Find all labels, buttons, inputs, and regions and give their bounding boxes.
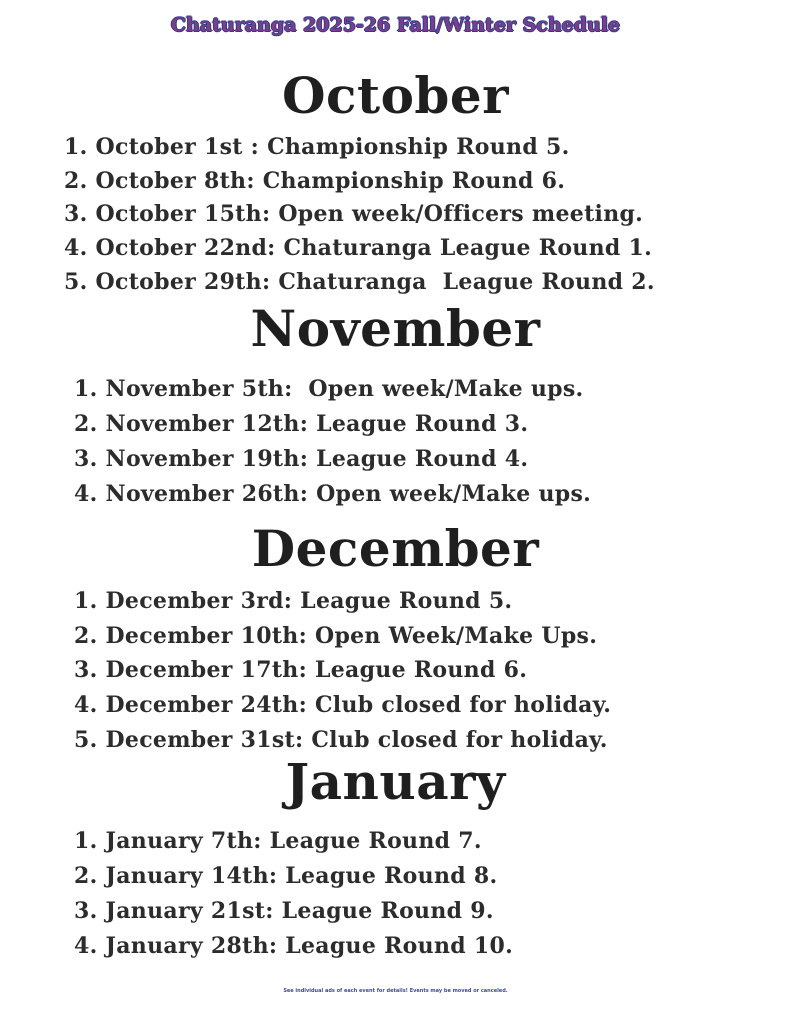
list-item: 1. October 1st : Championship Round 5. xyxy=(64,134,570,160)
page-title: Chaturanga 2025-26 Fall/Winter Schedule xyxy=(170,14,621,36)
list-item: 3. January 21st: League Round 9. xyxy=(74,898,494,924)
december-list xyxy=(74,584,611,757)
list-item: 4. January 28th: League Round 10. xyxy=(74,933,514,959)
month-heading-december: December xyxy=(251,519,540,578)
list-item: 3. December 17th: League Round 6. xyxy=(74,657,528,684)
month-heading-october: October xyxy=(281,66,510,125)
list-item: 2. January 14th: League Round 8. xyxy=(74,863,498,889)
list-item: 4. November 26th: Open week/Make ups. xyxy=(74,481,592,507)
january-list xyxy=(74,824,513,964)
list-item: 5. December 31st: Club closed for holiday. xyxy=(74,726,608,753)
month-heading-january: January xyxy=(285,752,506,811)
list-item: 5. October 29th: Chaturanga League Round 2. xyxy=(64,268,655,295)
month-heading-november: November xyxy=(250,299,541,358)
list-item: 3. November 19th: League Round 4. xyxy=(74,446,529,472)
list-item: 2. October 8th: Championship Round 6. xyxy=(64,167,566,194)
list-item: 1. December 3rd: League Round 5. xyxy=(74,588,513,614)
october-list xyxy=(64,131,655,299)
list-item: 4. October 22nd: Chaturanga League Round 1. xyxy=(64,235,653,262)
list-item: 2. November 12th: League Round 3. xyxy=(74,411,529,437)
list-item: 3. October 15th: Open week/Officers meeting. xyxy=(64,201,644,228)
list-item: 4. December 24th: Club closed for holiday. xyxy=(74,692,612,719)
november-list xyxy=(74,372,591,512)
list-item: 1. November 5th: Open week/Make ups. xyxy=(74,376,584,402)
footer-note: See individual ads of each event for details! Events may be moved or canceled. xyxy=(283,988,508,994)
list-item: 2. December 10th: Open Week/Make Ups. xyxy=(74,622,598,649)
list-item: 1. January 7th: League Round 7. xyxy=(74,828,482,854)
